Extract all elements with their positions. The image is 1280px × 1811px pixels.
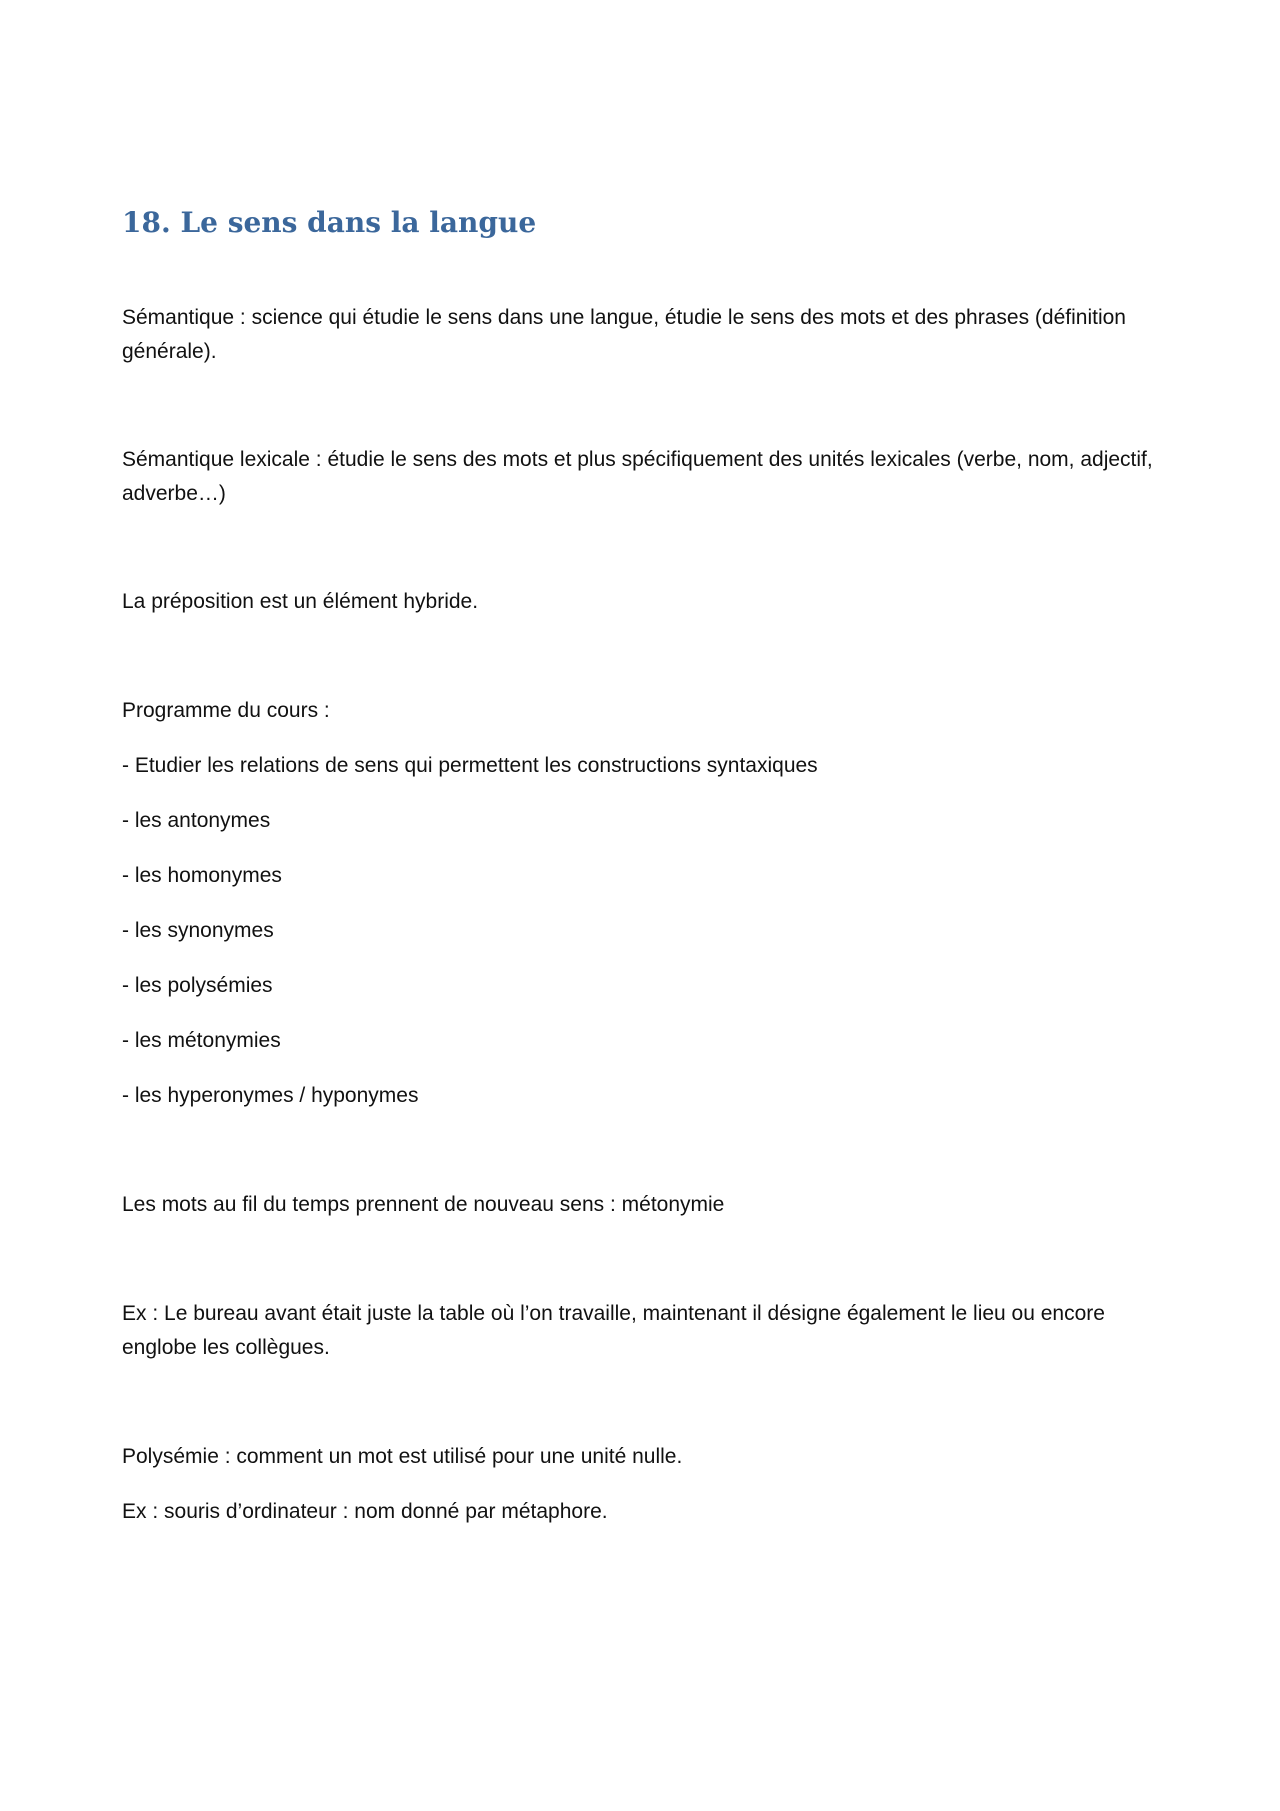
programme-item: - les antonymes [122, 809, 271, 832]
section-title: 18. Le sens dans la langue [122, 206, 537, 239]
programme-item: - les hyperonymes / hyponymes [122, 1084, 419, 1107]
programme-item: - Etudier les relations de sens qui permettent les constructions syntaxiques [122, 754, 818, 777]
programme-heading: Programme du cours : [122, 699, 330, 722]
programme-item: - les synonymes [122, 919, 274, 942]
programme-item: - les homonymes [122, 864, 282, 887]
exemple-bureau: Ex : Le bureau avant était juste la table où l’on travaille, maintenant il désigne également le lieu ou encore englobe les collègues. [122, 1302, 1105, 1359]
semantique-definition: Sémantique : science qui étudie le sens dans une langue, étudie le sens des mots et des phrases (définition générale). [122, 306, 1126, 363]
document-content [122, 203, 1162, 1529]
programme-item: - les polysémies [122, 974, 273, 997]
polysemie-definition: Polysémie : comment un mot est utilisé pour une unité nulle. [122, 1445, 683, 1468]
programme-item: - les métonymies [122, 1029, 281, 1052]
mots-temps-paragraph: Les mots au fil du temps prennent de nouveau sens : métonymie [122, 1193, 725, 1216]
preposition-note: La préposition est un élément hybride. [122, 590, 479, 613]
semantique-lexicale-definition: Sémantique lexicale : étudie le sens des mots et plus spécifiquement des unités lexicales (verbe, nom, adjectif, adverbe…) [122, 448, 1153, 505]
exemple-souris: Ex : souris d’ordinateur : nom donné par métaphore. [122, 1500, 608, 1523]
